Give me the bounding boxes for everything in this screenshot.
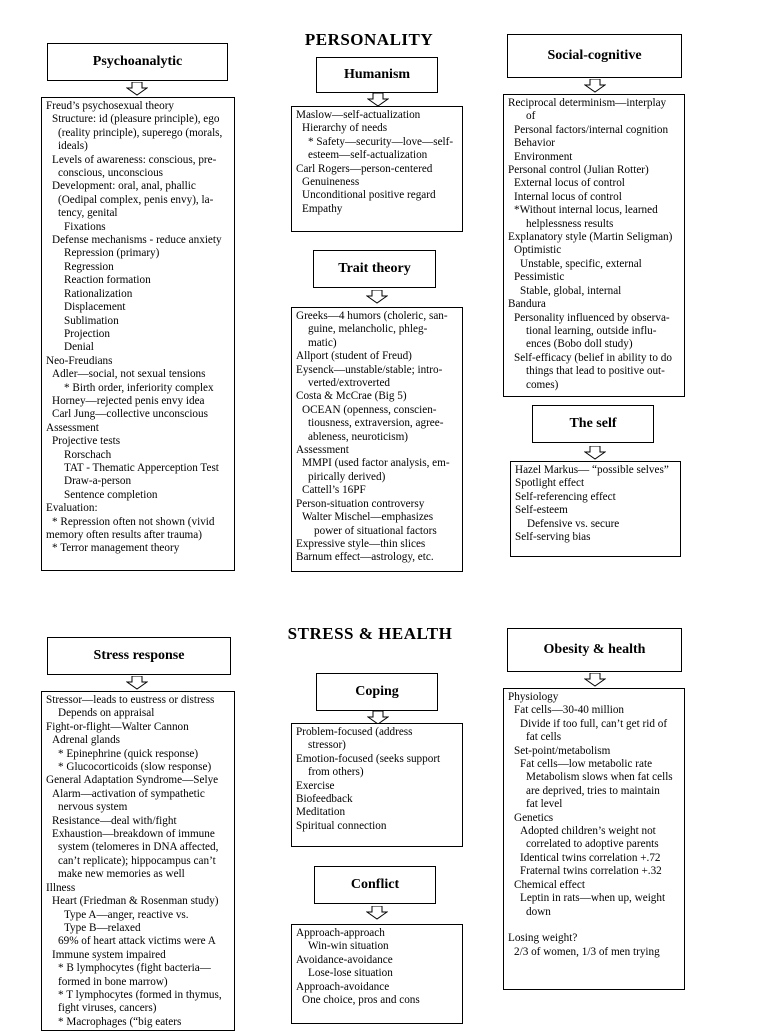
note-line: Unstable, specific, external — [520, 257, 642, 270]
note-line: * B lymphocytes (fight bacteria— — [58, 962, 211, 975]
note-line: Emotion-focused (seeks support — [296, 752, 441, 765]
note-line: * Birth order, inferiority complex — [64, 381, 214, 394]
note-line: 69% of heart attack victims were A — [58, 935, 216, 948]
note-line: MMPI (used factor analysis, em- — [302, 457, 450, 470]
down-arrow-icon — [366, 290, 388, 304]
note-line: Evaluation: — [46, 502, 98, 515]
the-self-notes — [510, 461, 681, 557]
note-line: tional learning, outside influ- — [526, 324, 657, 337]
note-line: Self-referencing effect — [515, 490, 616, 503]
note-line: Spotlight effect — [515, 477, 585, 490]
note-line: conscious, unconscious — [58, 167, 164, 180]
trait-theory-heading: Trait theory — [313, 250, 436, 288]
note-line: Fight-or-flight—Walter Cannon — [46, 720, 189, 733]
note-line: Exhaustion—breakdown of immune — [52, 828, 215, 841]
note-line: Hierarchy of needs — [302, 122, 388, 135]
note-line: OCEAN (openness, conscien- — [302, 403, 437, 416]
note-line: Personality influenced by observa- — [514, 311, 670, 324]
note-line: esteem—self-actualization — [308, 149, 428, 162]
note-line: Defensive vs. secure — [527, 517, 620, 530]
note-line: Approach-approach — [296, 927, 385, 939]
coping-heading: Coping — [316, 673, 438, 711]
psychoanalytic-notes — [41, 97, 235, 571]
note-line: Levels of awareness: conscious, pre- — [52, 153, 217, 166]
note-line: fat cells — [526, 731, 562, 744]
note-line: Carl Jung—collective unconscious — [52, 408, 208, 421]
note-line: from others) — [308, 766, 364, 779]
obesity-health-heading: Obesity & health — [507, 628, 682, 672]
note-line: Self-esteem — [515, 504, 568, 517]
down-arrow-icon — [366, 906, 388, 920]
note-line: Pessimistic — [514, 271, 565, 284]
note-line: Exercise — [296, 779, 335, 792]
note-line: Fat cells—30-40 million — [514, 704, 625, 717]
note-line: Rationalization — [64, 287, 133, 300]
note-line: Lose-lose situation — [308, 967, 393, 980]
note-line: Horney—rejected penis envy idea — [52, 394, 205, 407]
note-line: Resistance—deal with/fight — [52, 814, 177, 827]
note-line: Unconditional positive regard — [302, 189, 436, 202]
note-line: Illness — [46, 881, 76, 894]
down-arrow-icon — [584, 446, 606, 460]
note-line: make new memories as well — [58, 868, 185, 881]
note-line: Denial — [64, 341, 94, 354]
note-line: Rorschach — [64, 448, 112, 461]
note-line: * T lymphocytes (formed in thymus, — [58, 988, 222, 1001]
note-line: Biofeedback — [296, 793, 353, 806]
note-line: Hazel Markus— “possible selves” — [515, 464, 669, 476]
note-line: Behavior — [514, 137, 556, 150]
note-line: stressor) — [308, 739, 346, 752]
note-line: Projective tests — [52, 435, 121, 448]
note-line: Avoidance-avoidance — [296, 953, 393, 966]
note-line — [508, 919, 680, 932]
note-line: Adler—social, not sexual tensions — [52, 368, 206, 381]
note-line: Environment — [514, 150, 573, 163]
note-line: Immune system impaired — [52, 948, 166, 961]
note-line: Carl Rogers—person-centered — [296, 162, 433, 175]
note-line: of — [526, 110, 536, 123]
note-line: Leptin in rats—when up, weight — [520, 892, 666, 905]
note-line: Adrenal glands — [52, 734, 121, 747]
down-arrow-icon — [584, 79, 606, 93]
note-line: Repression (primary) — [64, 247, 160, 260]
note-line: Problem-focused (address — [296, 726, 413, 738]
note-line: Empathy — [302, 202, 343, 215]
note-line: Eysenck—unstable/stable; intro- — [296, 363, 443, 376]
stress-response-notes — [41, 691, 235, 1031]
stress-response-heading: Stress response — [47, 637, 231, 675]
note-line: fat level — [526, 798, 563, 811]
note-line: Projection — [64, 327, 110, 340]
note-line: Identical twins correlation +.72 — [520, 851, 661, 864]
note-line: * Macrophages (“big eaters — [58, 1015, 182, 1028]
note-line: fight viruses, cancers) — [58, 1002, 157, 1015]
note-line: helplessness results — [526, 217, 614, 230]
note-line: Draw-a-person — [64, 475, 132, 488]
note-line: Sublimation — [64, 314, 119, 327]
note-line: Personal control (Julian Rotter) — [508, 164, 649, 177]
note-line: Defense mechanisms - reduce anxiety — [52, 234, 222, 247]
note-line: Fraternal twins correlation +.32 — [520, 865, 662, 878]
note-line: Regression — [64, 260, 114, 273]
note-line: Sentence completion — [64, 488, 158, 501]
note-line: One choice, pros and cons — [302, 994, 420, 1007]
note-line: * Terror management theory — [52, 542, 180, 555]
note-line: Greeks—4 humors (choleric, san- — [296, 310, 448, 322]
conflict-heading: Conflict — [314, 866, 436, 904]
note-line: Win-win situation — [308, 940, 389, 953]
the-self-heading: The self — [532, 405, 654, 443]
note-line: correlated to adoptive parents — [526, 838, 659, 851]
note-line: Alarm—activation of sympathetic — [52, 787, 205, 800]
note-line: Stable, global, internal — [520, 284, 622, 297]
note-line: Adopted children’s weight not — [520, 825, 656, 838]
note-line: Internal locus of control — [514, 190, 622, 203]
note-line: TAT - Thematic Apperception Test — [64, 461, 219, 474]
note-line: * Safety—security—love—self- — [308, 135, 454, 148]
note-line: Neo-Freudians — [46, 354, 113, 367]
obesity-health-notes — [503, 688, 685, 990]
note-line: matic) — [308, 336, 337, 349]
note-line: Set-point/metabolism — [514, 744, 611, 757]
note-line: can’t replicate); hippocampus can’t — [58, 854, 216, 867]
note-line: tency, genital — [58, 207, 118, 220]
down-arrow-icon — [126, 676, 148, 690]
note-line: Explanatory style (Martin Seligman) — [508, 231, 673, 244]
note-line: Person-situation controversy — [296, 497, 425, 510]
note-line: ableness, neuroticism) — [308, 430, 409, 443]
trait-theory-notes — [291, 307, 463, 572]
note-line: power of situational factors — [314, 524, 437, 537]
note-line: Chemical effect — [514, 878, 585, 891]
note-line: * Repression often not shown (vivid — [52, 515, 215, 528]
note-line: Type A—anger, reactive vs. — [64, 908, 189, 921]
note-line: memory often results after trauma) — [46, 529, 202, 541]
note-line: 2/3 of women, 1/3 of men trying — [514, 945, 660, 958]
social-cognitive-notes — [503, 94, 685, 397]
note-line: Self-serving bias — [515, 531, 591, 544]
note-line: Allport (student of Freud) — [296, 350, 412, 363]
note-line: Divide if too full, can’t get rid of — [520, 717, 668, 730]
note-line: tiousness, extraversion, agree- — [308, 417, 444, 430]
coping-notes — [291, 723, 463, 847]
note-line: comes) — [526, 378, 559, 391]
humanism-heading: Humanism — [316, 57, 438, 93]
humanism-notes — [291, 106, 463, 232]
note-line: General Adaptation Syndrome—Selye — [46, 774, 219, 787]
down-arrow-icon — [584, 673, 606, 687]
note-line: Reciprocal determinism—interplay — [508, 97, 667, 109]
note-line: Assessment — [296, 444, 349, 457]
note-line: Cattell’s 16PF — [302, 484, 366, 497]
note-line: Genetics — [514, 811, 554, 824]
note-line: system (telomeres in DNA affected, — [58, 841, 219, 854]
note-line: Development: oral, anal, phallic — [52, 180, 196, 193]
note-line: External locus of control — [514, 177, 625, 190]
note-line: (Oedipal complex, penis envy), la- — [58, 193, 214, 206]
note-line: nervous system — [58, 801, 128, 814]
note-line: Barnum effect—astrology, etc. — [296, 551, 434, 564]
personality-title: PERSONALITY — [304, 30, 434, 49]
note-line: Assessment — [46, 421, 99, 434]
note-line: Metabolism slows when fat cells — [526, 771, 673, 784]
note-line: down — [526, 905, 551, 918]
note-line: guine, melancholic, phleg- — [308, 323, 428, 336]
note-line: things that lead to positive out- — [526, 365, 665, 378]
note-line: * Epinephrine (quick response) — [58, 747, 199, 760]
note-line: Stressor—leads to eustress or distress — [46, 694, 215, 706]
conflict-notes — [291, 924, 463, 1024]
note-line: Freud’s psychosexual theory — [46, 100, 175, 112]
note-line: Personal factors/internal cognition — [514, 123, 669, 136]
psychoanalytic-heading: Psychoanalytic — [47, 43, 228, 81]
note-line: Fat cells—low metabolic rate — [520, 758, 653, 771]
note-line: pirically derived) — [308, 470, 386, 483]
note-line: Type B—relaxed — [64, 921, 141, 934]
note-line: are deprived, tries to maintain — [526, 784, 660, 797]
note-line: ences (Bobo doll study) — [526, 338, 633, 351]
note-line: ideals) — [58, 140, 88, 153]
note-line: Reaction formation — [64, 274, 151, 287]
down-arrow-icon — [126, 82, 148, 96]
stress-health-title: STRESS & HEALTH — [287, 624, 453, 643]
note-line: Depends on appraisal — [58, 707, 155, 720]
note-line: * Glucocorticoids (slow response) — [58, 761, 212, 774]
note-line: Genuineness — [302, 176, 360, 189]
note-line: Losing weight? — [508, 932, 578, 945]
note-line: Heart (Friedman & Rosenman study) — [52, 895, 219, 908]
note-line: Bandura — [508, 298, 546, 311]
note-line: Meditation — [296, 806, 346, 819]
note-line: Displacement — [64, 301, 126, 314]
note-line: Maslow—self-actualization — [296, 109, 421, 121]
note-line: Expressive style—thin slices — [296, 537, 426, 550]
note-line: formed in bone marrow) — [58, 975, 168, 988]
note-line: *Without internal locus, learned — [514, 204, 658, 217]
note-line: Fixations — [64, 220, 106, 233]
note-line: Costa & McCrae (Big 5) — [296, 390, 407, 403]
note-line: Optimistic — [514, 244, 562, 257]
social-cognitive-heading: Social-cognitive — [507, 34, 682, 78]
note-line: Walter Mischel—emphasizes — [302, 511, 434, 524]
note-line: Approach-avoidance — [296, 980, 390, 993]
down-arrow-icon — [367, 93, 389, 107]
note-line: Spiritual connection — [296, 819, 387, 832]
note-line: Self-efficacy (belief in ability to do — [514, 351, 672, 364]
note-line: Physiology — [508, 691, 559, 703]
note-line: verted/extroverted — [308, 377, 390, 390]
note-line: (reality principle), superego (morals, — [58, 126, 223, 139]
note-line: Structure: id (pleasure principle), ego — [52, 113, 220, 126]
